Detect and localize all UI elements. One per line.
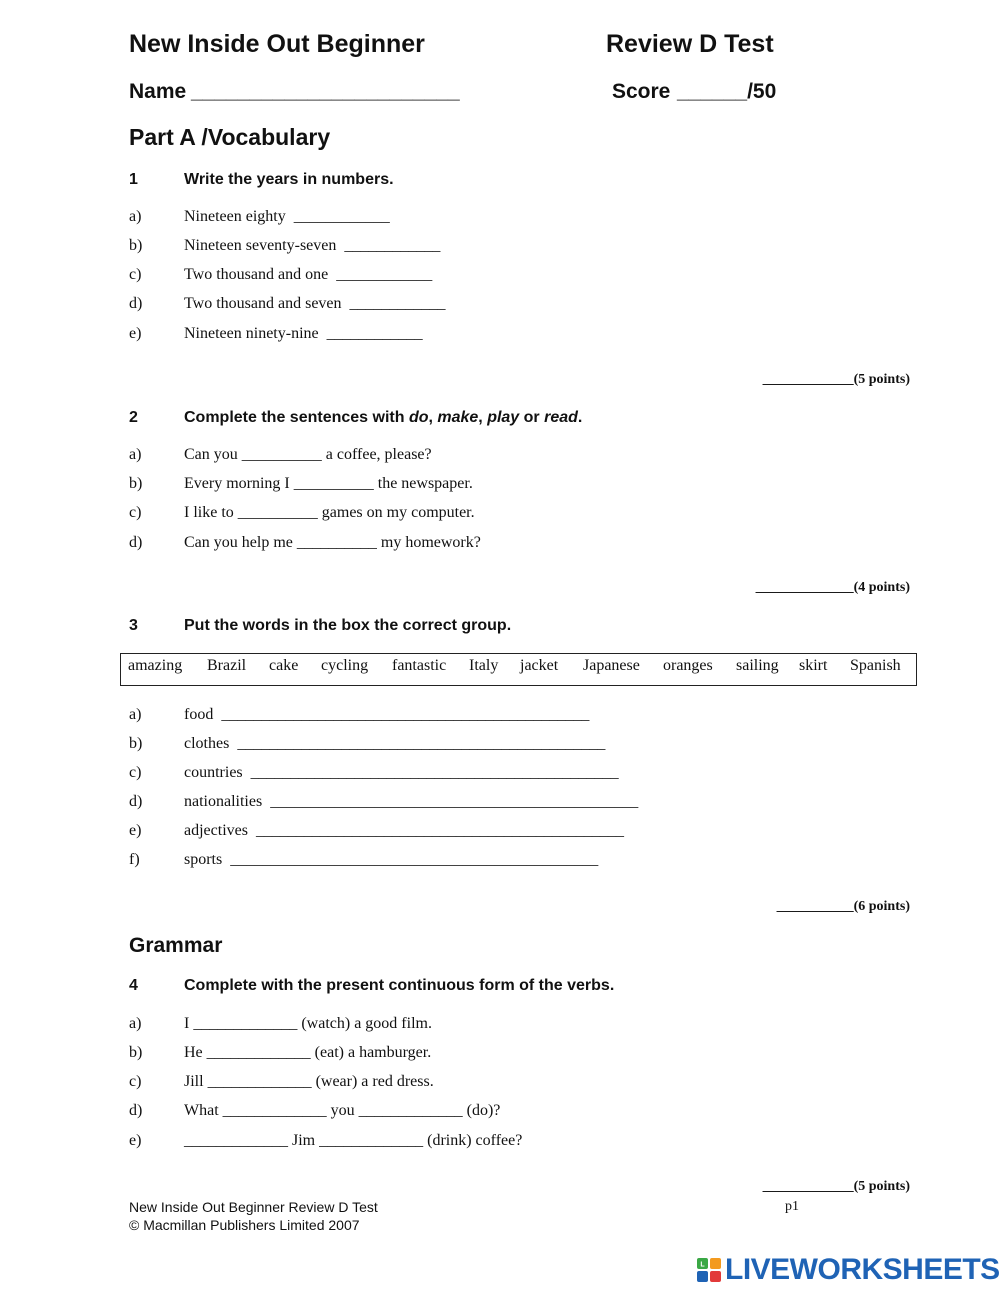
q3-item-sports[interactable]: sports ______________________________________________ bbox=[184, 851, 599, 868]
q4-item-a[interactable]: I _____________ (watch) a good film. bbox=[184, 1015, 432, 1032]
q4-item-letter: a) bbox=[129, 1015, 142, 1032]
q1-points: _____________(5 points) bbox=[762, 372, 910, 387]
q4-item-c[interactable]: Jill _____________ (wear) a red dress. bbox=[184, 1073, 434, 1090]
word-box-item[interactable]: jacket bbox=[520, 657, 559, 674]
word-box-item[interactable]: fantastic bbox=[392, 657, 447, 674]
q3-item-clothes[interactable]: clothes ______________________________________________ bbox=[184, 735, 606, 752]
q4-item-e[interactable]: _____________ Jim _____________ (drink) coffee? bbox=[184, 1132, 523, 1149]
q4-points: _____________(5 points) bbox=[762, 1179, 910, 1194]
q1-item-a[interactable]: Nineteen eighty ____________ bbox=[184, 208, 390, 225]
q4-item-b[interactable]: He _____________ (eat) a hamburger. bbox=[184, 1044, 432, 1061]
worksheet-title: New Inside Out Beginner bbox=[129, 30, 425, 58]
word-box bbox=[120, 653, 917, 686]
word-box-item[interactable]: Spanish bbox=[850, 657, 901, 674]
q1-item-d[interactable]: Two thousand and seven ____________ bbox=[184, 295, 446, 312]
word-box-item[interactable]: oranges bbox=[663, 657, 713, 674]
q4-instruction: Complete with the present continuous form of the verbs. bbox=[184, 977, 615, 994]
q2-item-letter: b) bbox=[129, 475, 143, 492]
q2-item-letter: c) bbox=[129, 504, 142, 521]
q1-instruction: Write the years in numbers. bbox=[184, 171, 394, 188]
word-box-item[interactable]: amazing bbox=[128, 657, 183, 674]
q4-item-letter: e) bbox=[129, 1132, 142, 1149]
footer-title: New Inside Out Beginner Review D Test bbox=[129, 1199, 378, 1215]
q2-number: 2 bbox=[129, 409, 138, 426]
q1-item-letter: a) bbox=[129, 208, 142, 225]
name-label: Name bbox=[129, 80, 187, 103]
q2-points: ______________(4 points) bbox=[755, 580, 910, 595]
q3-number: 3 bbox=[129, 617, 138, 634]
q3-instruction: Put the words in the box the correct group. bbox=[184, 617, 512, 634]
q3-item-food[interactable]: food ______________________________________________ bbox=[184, 706, 590, 723]
name-blank[interactable]: _______________________ bbox=[191, 80, 460, 103]
q2-item-a[interactable]: Can you __________ a coffee, please? bbox=[184, 446, 432, 463]
word-box-item[interactable]: cake bbox=[269, 657, 299, 674]
test-title: Review D Test bbox=[606, 30, 774, 58]
q3-item-nationalities[interactable]: nationalities ______________________________________________ bbox=[184, 793, 639, 810]
word-box-item[interactable]: skirt bbox=[799, 657, 828, 674]
q1-item-letter: c) bbox=[129, 266, 142, 283]
q3-item-countries[interactable]: countries ______________________________________________ bbox=[184, 764, 619, 781]
q3-item-letter: b) bbox=[129, 735, 143, 752]
q3-item-letter: a) bbox=[129, 706, 142, 723]
q2-item-d[interactable]: Can you help me __________ my homework? bbox=[184, 534, 481, 551]
q3-item-letter: d) bbox=[129, 793, 143, 810]
q3-points: ___________(6 points) bbox=[776, 899, 910, 914]
q2-item-c[interactable]: I like to __________ games on my computer. bbox=[184, 504, 475, 521]
score-label: Score bbox=[612, 80, 671, 103]
q4-item-letter: d) bbox=[129, 1102, 143, 1119]
page-number: p1 bbox=[785, 1199, 799, 1214]
q4-item-d[interactable]: What _____________ you _____________ (do)? bbox=[184, 1102, 501, 1119]
q2-item-letter: a) bbox=[129, 446, 142, 463]
word-box-item[interactable]: Italy bbox=[469, 657, 499, 674]
q2-item-b[interactable]: Every morning I __________ the newspaper. bbox=[184, 475, 473, 492]
q1-item-b[interactable]: Nineteen seventy-seven ____________ bbox=[184, 237, 441, 254]
q1-item-letter: d) bbox=[129, 295, 143, 312]
liveworksheets-wordmark: LIVEWORKSHEETS bbox=[725, 1253, 1000, 1286]
q4-item-letter: b) bbox=[129, 1044, 143, 1061]
q1-number: 1 bbox=[129, 171, 138, 188]
q3-item-letter: e) bbox=[129, 822, 142, 839]
score-blank[interactable]: ______/50 bbox=[677, 80, 777, 103]
word-box-item[interactable]: sailing bbox=[736, 657, 779, 674]
grammar-heading: Grammar bbox=[129, 934, 223, 957]
q3-item-letter: f) bbox=[129, 851, 140, 868]
part-a-heading: Part A /Vocabulary bbox=[129, 124, 331, 150]
word-box-item[interactable]: cycling bbox=[321, 657, 369, 674]
q1-item-letter: b) bbox=[129, 237, 143, 254]
q1-item-e[interactable]: Nineteen ninety-nine ____________ bbox=[184, 325, 423, 342]
footer-copyright: © Macmillan Publishers Limited 2007 bbox=[129, 1217, 360, 1233]
q4-item-letter: c) bbox=[129, 1073, 142, 1090]
q3-item-adjectives[interactable]: adjectives ______________________________________________ bbox=[184, 822, 624, 839]
q2-item-letter: d) bbox=[129, 534, 143, 551]
q1-item-c[interactable]: Two thousand and one ____________ bbox=[184, 266, 433, 283]
q3-item-letter: c) bbox=[129, 764, 142, 781]
q4-number: 4 bbox=[129, 977, 138, 994]
liveworksheets-mark-icon bbox=[697, 1258, 721, 1282]
word-box-item[interactable]: Brazil bbox=[207, 657, 247, 674]
word-box-item[interactable]: Japanese bbox=[583, 657, 640, 674]
q2-instruction: Complete the sentences with do, make, play or read. bbox=[184, 409, 583, 426]
mark-letter: L bbox=[700, 1261, 705, 1269]
q1-item-letter: e) bbox=[129, 325, 142, 342]
